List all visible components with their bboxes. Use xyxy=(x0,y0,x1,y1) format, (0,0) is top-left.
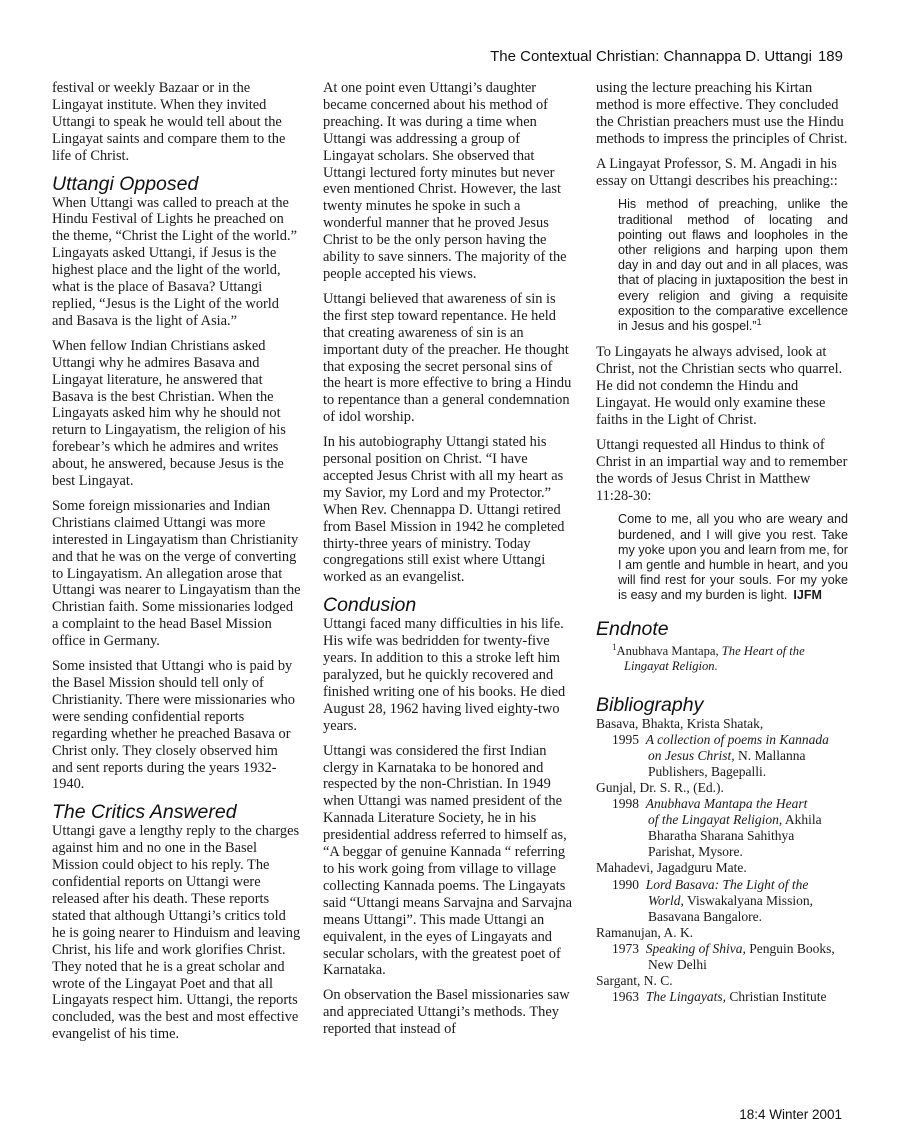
bib-title: A collection of poems in Kannada xyxy=(645,731,829,747)
paragraph: On observation the Basel missionaries saw and appreciated Uttangi’s methods. They reported that instead of xyxy=(323,987,570,1038)
paragraph: festival or weekly Bazaar or in the Lingayat institute. When they invited Uttangi to speak he would tell about the Lingayat saints and compare them to the life of Christ. xyxy=(52,80,286,164)
paragraph: To Lingayats he always advised, look at Christ, not the Christian sects who quarrel. He did not condemn the Hindu and Lingayat. He would only examine these faiths in the Light of Christ. xyxy=(596,344,843,428)
paragraph: Uttangi was considered the first Indian clergy in Karnataka to be honored and respected by the non-Christian. In 1949 when Uttangi was named president of the Kannada Literature Society, he in his presidential address referred to himself as, “A beggar of genuine Kannada “ referring to his work going from village to village collecting Kannada poems. The Lingayats said “Uttangi means Sarvajna and Sarvajna means Uttangi”. This made Uttangi an equivalent, in the eyes of Lingayats and secular scholars, with the greatest poet of Karnataka. xyxy=(323,742,572,979)
paragraph: A Lingayat Professor, S. M. Angadi in his essay on Uttangi describes his preaching:: xyxy=(596,155,838,189)
bib-title: Lord Basava: The Light of the xyxy=(645,876,809,892)
bib-title: of the Lingayat Religion xyxy=(648,812,779,828)
bib-title: Anubhava Mantapa the Heart xyxy=(645,796,808,812)
section-heading-bibliography: Bibliography xyxy=(596,693,704,716)
bib-year: 1990 xyxy=(612,876,639,892)
bib-author: Gunjal, Dr. S. R., (Ed.). xyxy=(596,780,724,796)
bib-publisher: Publishers, Bagepalli. xyxy=(648,763,767,779)
endnote-number: 1 xyxy=(612,641,617,652)
endnote-author: Anubhava Mantapa, xyxy=(616,643,722,658)
paragraph: When fellow Indian Christians asked Uttangi why he admires Basava and Lingayat literature, he answered that Basava is the best Christian. When the Lingayats asked him why he should not return to Lingayatism, the religion of his forebear’s which he admires and writes about, he answered, because Jesus is the best Lingayat. xyxy=(52,337,286,490)
section-heading-critics-answered: The Critics Answered xyxy=(52,801,237,824)
bib-publisher: , Viswakalyana Mission, xyxy=(680,892,813,908)
paragraph: Uttangi believed that awareness of sin is the first step toward repentance. He held that creating awareness of sin is an important duty of the preacher. He thought that exposing the secret personal sins of the heart is more effective to bring a Hindu to repentance than a general condemnation of idol worship. xyxy=(323,290,572,426)
bib-author: Ramanujan, A. K. xyxy=(596,924,694,940)
bib-publisher: New Delhi xyxy=(648,957,707,973)
bib-publisher: , Akhila xyxy=(778,812,822,828)
paragraph: Some foreign missionaries and Indian Christians claimed Uttangi was more interested in Lingayatism than Christianity and that he was on the verge of converting to Lingayatism. An allegation arose that Uttangi was nearer to Lingayatism than the Christian faith. Some missionaries lodged a complaint to the head Basel Mission office in Germany. xyxy=(52,497,301,650)
paragraph: Uttangi faced many difficulties in his life. His wife was bedridden for twenty-five years. In addition to this a stroke left him paralyzed, but he quickly recovered and finished writing one of his books. He died August 28, 1962 having lived eighty-two years. xyxy=(323,616,566,734)
column-1 xyxy=(52,80,302,1051)
bib-year: 1973 xyxy=(612,940,639,956)
paragraph: At one point even Uttangi’s daughter became concerned about his method of preaching. It was during a time when Uttangi was addressing a group of Lingayat scholars. She observed that Uttangi lectured forty minutes but never even mentioned Christ. However, the last twenty minutes he spoke in such a wonderful manner that he proved Jesus Christ to be the only person having the ability to save sinners. The majority of the people accepted his views. xyxy=(323,80,567,282)
column-3 xyxy=(596,80,848,1005)
paragraph: In his autobiography Uttangi stated his personal position on Christ. “I have accepted Jesus Christ with all my heart as my Savior, my Lord and my Protector.” When Rev. Chennappa D. Uttangi retired from Basel Mission in 1942 he completed thirty-three years of ministry. Today congregations still exist where Uttangi worked as an evangelist. xyxy=(323,434,565,586)
bib-publisher: , N. Mallanna xyxy=(731,747,806,763)
running-title: The Contextual Christian: Channappa D. Uttangi xyxy=(490,48,812,65)
bib-author: Sargant, N. C. xyxy=(596,973,673,989)
bib-title: The Lingayats, xyxy=(645,989,727,1005)
block-quote-matthew xyxy=(618,512,848,603)
column-2 xyxy=(323,80,573,1046)
issue-footer: 18:4 Winter 2001 xyxy=(739,1107,842,1122)
bib-year: 1963 xyxy=(612,989,639,1005)
endnote xyxy=(604,641,848,674)
running-head xyxy=(490,48,843,65)
page-number: 189 xyxy=(817,48,843,65)
bib-title: on Jesus Christ xyxy=(648,747,732,763)
bibliography-entry xyxy=(596,973,848,1005)
section-heading-endnote: Endnote xyxy=(596,617,669,640)
paragraph: using the lecture preaching his Kirtan method is more effective. They concluded the Christian preachers must use the Hindu methods to impress the principles of Christ. xyxy=(596,80,848,147)
bibliography xyxy=(596,716,848,1006)
ijfm-signoff: IJFM xyxy=(793,588,822,603)
bib-title: Speaking of Shiva, xyxy=(645,940,746,956)
endnote-title: The Heart of the Lingayat Religion. xyxy=(624,643,805,673)
section-heading-conclusion: Condusion xyxy=(323,594,417,617)
bib-title: World xyxy=(648,892,681,908)
quote-text: Come to me, all you who are weary and burdened, and I will give you rest. Take my yoke upon you and learn from me, for I am gentle and humble in heart, and you will find rest for your souls. For my yoke is easy and my burden is light. xyxy=(618,512,848,603)
paragraph: Uttangi gave a lengthy reply to the charges against him and no one in the Basel Mission could object to his reply. The confidential reports on Uttangi were released after his death. These reports stated that although Uttangi’s critics told he is going nearer to Hinduism and leaving Christ, his life and work glorifies Christ. They noted that he is a great scholar and wrote of the Lingayat Poet and that all Lingayats respect him. Uttangi, the reports concluded, was the best and most effective evangelist of his time. xyxy=(52,823,301,1043)
paragraph: Some insisted that Uttangi who is paid by the Basel Mission should tell only of Christianity. There were missionaries who were sending confidential reports regarding whether he preached Basava or Christ only. They closely observed him and sent reports during the years 1932-1940. xyxy=(52,658,295,793)
bibliography-entry xyxy=(596,780,848,860)
bib-author: Basava, Bhakta, Krista Shatak, xyxy=(596,715,764,731)
bib-publisher: Bharatha Sharana Sahithya xyxy=(648,828,795,844)
footnote-ref[interactable]: 1 xyxy=(756,316,762,327)
quote-text: His method of preaching, unlike the traditional method of locating and pointing out flaws and loopholes in the other religions and harping upon them day in and day out and in all places, was that of placing in juxtaposition the best in every religion and giving a requisite exposition to the comparative excellence in Jesus and his gospel.” xyxy=(618,197,848,334)
bib-author: Mahadevi, Jagadguru Mate. xyxy=(596,860,747,876)
bib-publisher: Christian Institute xyxy=(726,989,827,1005)
bib-publisher: Basavana Bangalore. xyxy=(648,908,762,924)
bibliography-entry xyxy=(596,925,848,973)
bib-publisher: Penguin Books, xyxy=(745,940,835,956)
bib-year: 1998 xyxy=(612,796,639,812)
paragraph: Uttangi requested all Hindus to think of Christ in an impartial way and to remember the words of Jesus Christ in Matthew 11:28-30: xyxy=(596,436,848,504)
bibliography-entry xyxy=(596,716,848,780)
section-heading-uttangi-opposed: Uttangi Opposed xyxy=(52,172,199,195)
bibliography-entry xyxy=(596,860,848,924)
bib-year: 1995 xyxy=(612,731,639,747)
bib-publisher: Parishat, Mysore. xyxy=(648,844,743,860)
paragraph: When Uttangi was called to preach at the Hindu Festival of Lights he preached on the theme, “Christ the Light of the world.” Lingayats asked Uttangi, if Jesus is the highest place and the light of the world, what is the place of Basava? Uttangi replied, “Jesus is the Light of the world and Basava is the light of Asia.” xyxy=(52,194,297,329)
block-quote-angadi xyxy=(618,197,848,334)
